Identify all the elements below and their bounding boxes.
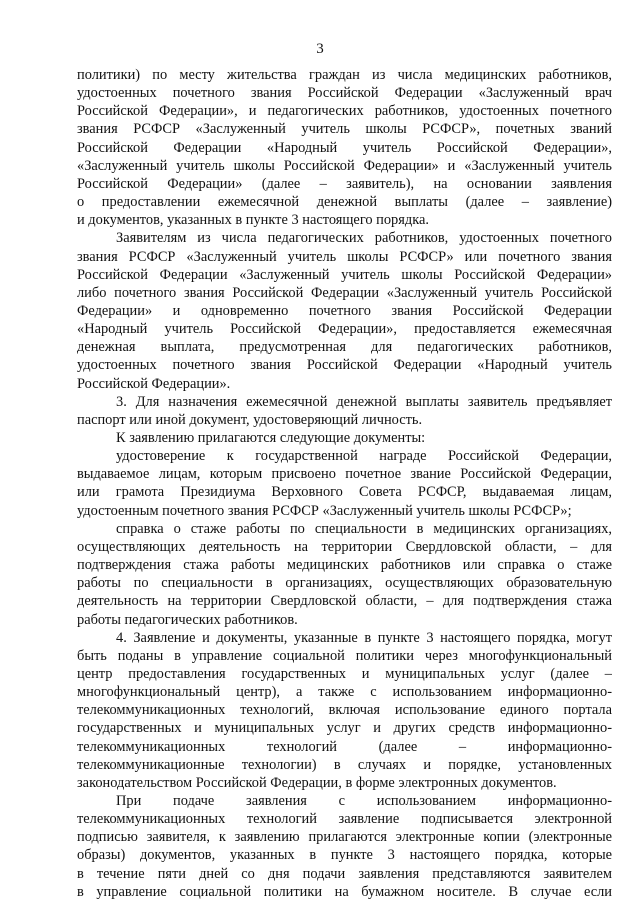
- text-line: подписью заявителя, к заявлению прилагаются электронные копии (электронные: [77, 829, 612, 846]
- text-line: работы по специальности в организациях, осуществляющих образовательную: [77, 575, 612, 592]
- text-line: в течение пяти дней со дня подачи заявления представляются заявителем: [77, 865, 612, 882]
- text-line: телекоммуникационных технологий, включая использование единого портала: [77, 702, 612, 719]
- text-line: телекоммуникационных технологий (далее – информационно-: [77, 738, 612, 755]
- text-line: 4. Заявление и документы, указанные в пункте 3 настоящего порядка, могут: [116, 629, 612, 646]
- text-line: и документов, указанных в пункте 3 настоящего порядка.: [77, 212, 429, 229]
- text-line: в управление социальной политики на бумажном носителе. В случае если: [77, 883, 612, 900]
- text-line: удостоенных почетного звания Российской Федерации «Заслуженный врач: [77, 85, 612, 102]
- text-line: К заявлению прилагаются следующие документы:: [116, 430, 426, 446]
- text-line: денежная выплата, предусмотренная для педагогических работников,: [77, 339, 612, 356]
- text-line: справка о стаже работы по специальности в медицинских организациях,: [116, 520, 612, 537]
- text-line: звания РСФСР «Заслуженный учитель школы РСФСР» или почетного звания: [77, 248, 612, 265]
- text-line: Российской Федерации» (далее – заявитель), на основании заявления: [77, 175, 612, 192]
- text-line: паспорт или иной документ, удостоверяющий личность.: [77, 411, 423, 428]
- text-line: звания РСФСР «Заслуженный учитель школы РСФСР», почетных званий: [77, 121, 612, 138]
- text-line: Российской Федерации», и педагогических работников, удостоенных почетного: [77, 103, 612, 120]
- text-line: При подаче заявления с использованием информационно-: [116, 793, 612, 809]
- text-line: удостоверение к государственной награде Российской Федерации,: [116, 448, 612, 465]
- text-line: Российской Федерации».: [77, 375, 231, 392]
- text-line: о предоставлении ежемесячной денежной выплаты (далее – заявление): [77, 194, 612, 211]
- text-line: государственных и муниципальных услуг и других средств информационно-: [77, 720, 612, 737]
- text-line: либо почетного звания Российской Федерации «Заслуженный учитель Российской: [77, 284, 612, 301]
- text-line: деятельность на территории Свердловской области, – для подтверждения стажа: [77, 593, 612, 610]
- text-line: телекоммуникационные технологии) в случаях и порядке, установленных: [77, 756, 612, 773]
- text-line: Заявителям из числа педагогических работников, удостоенных почетного: [116, 230, 612, 247]
- text-line: 3. Для назначения ежемесячной денежной выплаты заявитель предъявляет: [116, 393, 612, 410]
- text-line: Федерации» и одновременно почетного звания Российской Федерации: [77, 302, 612, 319]
- text-line: Российской Федерации «Народный учитель Российской Федерации»,: [77, 139, 612, 156]
- text-line: законодательством Российской Федерации, в форме электронных документов.: [77, 774, 557, 791]
- text-line: «Народный учитель Российской Федерации», предоставляется ежемесячная: [77, 321, 612, 338]
- text-line: политики) по месту жительства граждан из числа медицинских работников,: [77, 67, 612, 83]
- text-line: Российской Федерации «Заслуженный учитель школы Российской Федерации»: [77, 266, 612, 283]
- text-line: быть поданы в управление социальной политики через многофункциональный: [77, 647, 612, 664]
- page-number: 3: [316, 41, 324, 57]
- text-line: удостоенных почетного звания Российской Федерации «Народный учитель: [77, 357, 612, 374]
- text-line: удостоенным почетного звания РСФСР «Заслуженный учитель школы РСФСР»;: [77, 502, 572, 519]
- text-line: «Заслуженный учитель школы Российской Федерации» и «Заслуженный учитель: [77, 157, 612, 174]
- text-line: центр предоставления государственных и муниципальных услуг (далее –: [77, 665, 612, 682]
- text-line: осуществляющих деятельность на территории Свердловской области, – для: [77, 538, 612, 555]
- text-line: многофункциональный центр), а также с использованием информационно-: [77, 684, 612, 701]
- text-line: телекоммуникационных технологий заявление подписывается электронной: [77, 811, 612, 828]
- text-line: работы педагогических работников.: [77, 611, 298, 628]
- text-line: образы) документов, указанных в пункте 3 настоящего порядка, которые: [77, 847, 612, 864]
- text-line: подтверждения стажа работы медицинских работников или справка о стаже: [77, 557, 612, 574]
- text-line: или грамота Президиума Верховного Совета РСФСР, выдаваемая лицам,: [77, 484, 612, 501]
- text-line: выдаваемое лицам, которым присвоено почетное звание Российской Федерации,: [77, 466, 612, 483]
